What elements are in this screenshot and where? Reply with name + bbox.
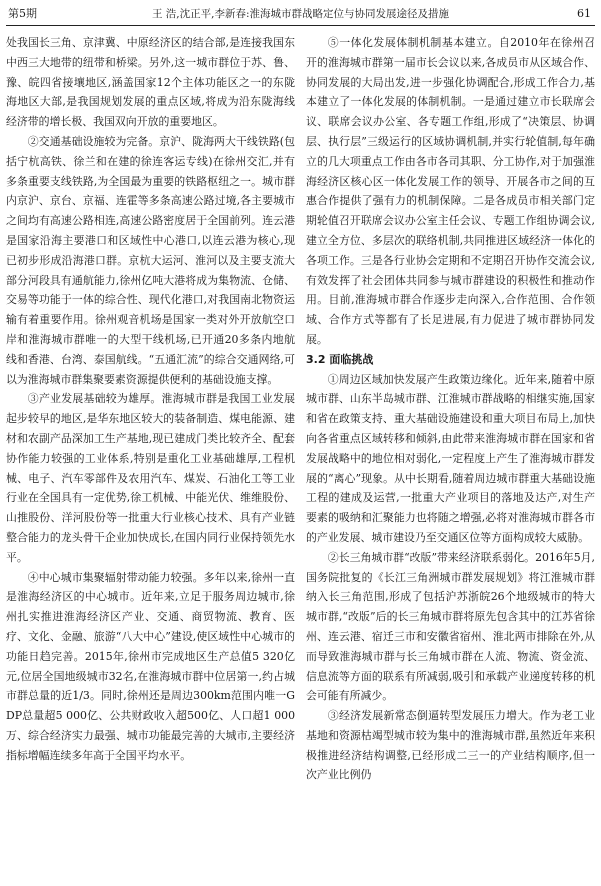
paragraph: ②长三角城市群“改版”带来经济联系弱化。2016年5月,国务院批复的《长江三角洲城市群发展规划》将江淮城市群纳入长三角范围,形成了包括沪苏浙皖26个地级城市的特大城市群,“改版”后的长三角城市群将原先包含其中的江苏省徐州、连云港、宿迁三市和安徽省宿州、淮北两市排除在外,从而导致淮海城市群与长三角城市群在人流、物流、资金流、信息流等方面的联系有所减弱,吸引和承载产业递度转移的机会可能有所减少。 xyxy=(306,550,595,703)
paragraph: ④中心城市集聚辐射带动能力较强。多年以来,徐州一直是淮海经济区的中心城市。近年来,立足于服务周边城市,徐州扎实推进淮海经济区产业、交通、商贸物流、教育、医疗、文化、金融、旅游“八大中心”建设,使区域性中心城市的功能日趋完善。2015年,徐州市完成地区生产总值5 320亿元,位居全国地级城市32名,在淮海城市群中位居第一,约占城市群总量的近1/3。同时,徐州还是周边300km范围内唯一GDP总量超5 000亿、公共财政收入超500亿、人口超1 000万、综合经济实力最强、城市功能最完善的大城市,主要经济指标增幅连续多年高于全国平均水平。 xyxy=(6,570,295,762)
paragraph: ①周边区域加快发展产生政策边缘化。近年来,随着中原城市群、山东半岛城市群、江淮城市群战略的相继实施,国家和省在政策支持、重大基础设施建设和重大项目布局上,加快向各省重点区域转移和倾斜,由此带来淮海城市群在国家和省发展战略中的地位相对弱化,一定程度上产生了淮海城市群发展的“离心”现象。从中长期看,随着周边城市群重大基础设施工程的建成及运营,一批重大产业项目的落地及达产,对生产要素的吸纳和汇聚能力也将随之增强,必将对淮海城市群各市的产业发展、城市建设乃至交通区位等方面构成较大威胁。 xyxy=(306,372,595,544)
paragraph: ⑤一体化发展体制机制基本建立。自2010年在徐州召开的淮海城市群第一届市长会议以来,各成员市从区域合作、协同发展的大局出发,进一步强化协调配合,形成工作合力,基本建立了一体化发展的体制机制。一是通过建立市长联席会议、联席会议办公室、各专题工作组,形成了“决策层、协调层、执行层”三级运行的区域协调机制,并实行轮值制,每年确立的几大项重点工作由各市各司其职、分工协作,对于加强淮海经济区核心区一体化发展工作的领导、开展各市之间的互惠合作提供了强有力的机制保障。二是各成员市相关部门定期轮值召开联席会议办公室主任会议、专题工作组协调会议,建立全方位、多层次的联络机制,共同推进区域经济一体化的各项工作。三是各行业协会定期和不定期召开协作交流会议,有效发挥了社会团体共同参与城市群建设的积极性和推动作用。目前,淮海城市群合作逐步走向深入,合作范围、合作领域、合作方式等都有了长足进展,有力促进了城市群协同发展。 xyxy=(306,36,595,346)
left-column xyxy=(6,33,295,883)
section-heading: 3.2 面临挑战 xyxy=(306,352,374,366)
paragraph: ②交通基础设施较为完备。京沪、陇海两大干线铁路(包括宁杭高铁、徐兰和在建的徐连客运专线)在徐州交汇,并有多条重要支线铁路,为全国最为重要的铁路枢纽之一。城市群内京沪、京台、京福、连霍等多条高速公路过境,各主要城市之间均有高速公路相连,高速公路密度居于全国前列。连云港是国家沿海主要港口和区域性中心港口,以连云港为核心,现已初步形成沿海港口群。京杭大运河、淮河以及主要支流大部分河段具有通航能力,徐州亿吨大港将成为集物流、仓储、交易等功能于一体的综合性、现代化港口,对我国南北物资运输有着重要作用。徐州观音机场是国家一类对外开放航空口岸和淮海城市群唯一的大型干线机场,已开通20多条内地航线和香港、台湾、泰国航线。“五通汇流”的综合交通网络,可以为淮海城市群集聚要素资源提供便利的基础设施支撑。 xyxy=(6,134,295,386)
right-column xyxy=(306,33,595,883)
running-title: 王 浩,沈正平,李新春:淮海城市群战略定位与协同发展途径及措施 xyxy=(151,8,450,20)
page-number: 61 xyxy=(577,7,591,20)
paragraph: 处我国长三角、京津冀、中原经济区的结合部,是连接我国东中西三大地带的纽带和桥梁。另外,这一城市群位于苏、鲁、豫、皖四省接壤地区,涵盖国家12个主体功能区之一的东陇海地区大部,是我国规划发展的重点区域,将成为沿东陇海线经济带的增长极、我国双向开放的重要地区。 xyxy=(6,36,295,129)
page-header xyxy=(6,3,595,26)
paragraph: ③经济发展新常态倒逼转型发展压力增大。作为老工业基地和资源枯竭型城市较为集中的淮海城市群,虽然近年来积极推进经济结构调整,已经形成二三一的产业结构顺序,但一次产业比例仍 xyxy=(306,709,595,782)
paragraph: ③产业发展基础较为雄厚。淮海城市群是我国工业发展起步较早的地区,是华东地区较大的装备制造、煤电能源、建材和农副产品深加工生产基地,现已建成门类比较齐全、配套协作能力较强的工业体系,特别是重化工业基础雄厚,工程机械、电子、汽车零部件及农用汽车、煤炭、石油化工等工业行业在全国具有一定优势,徐工机械、中能光伏、维维股份、山推股份、洋河股份等一批重大行业核心技术、具有产业链整合能力的龙头骨干企业加快成长,在国内同行业保持领先水平。 xyxy=(6,392,295,564)
journal-issue: 第5期 xyxy=(8,7,37,20)
